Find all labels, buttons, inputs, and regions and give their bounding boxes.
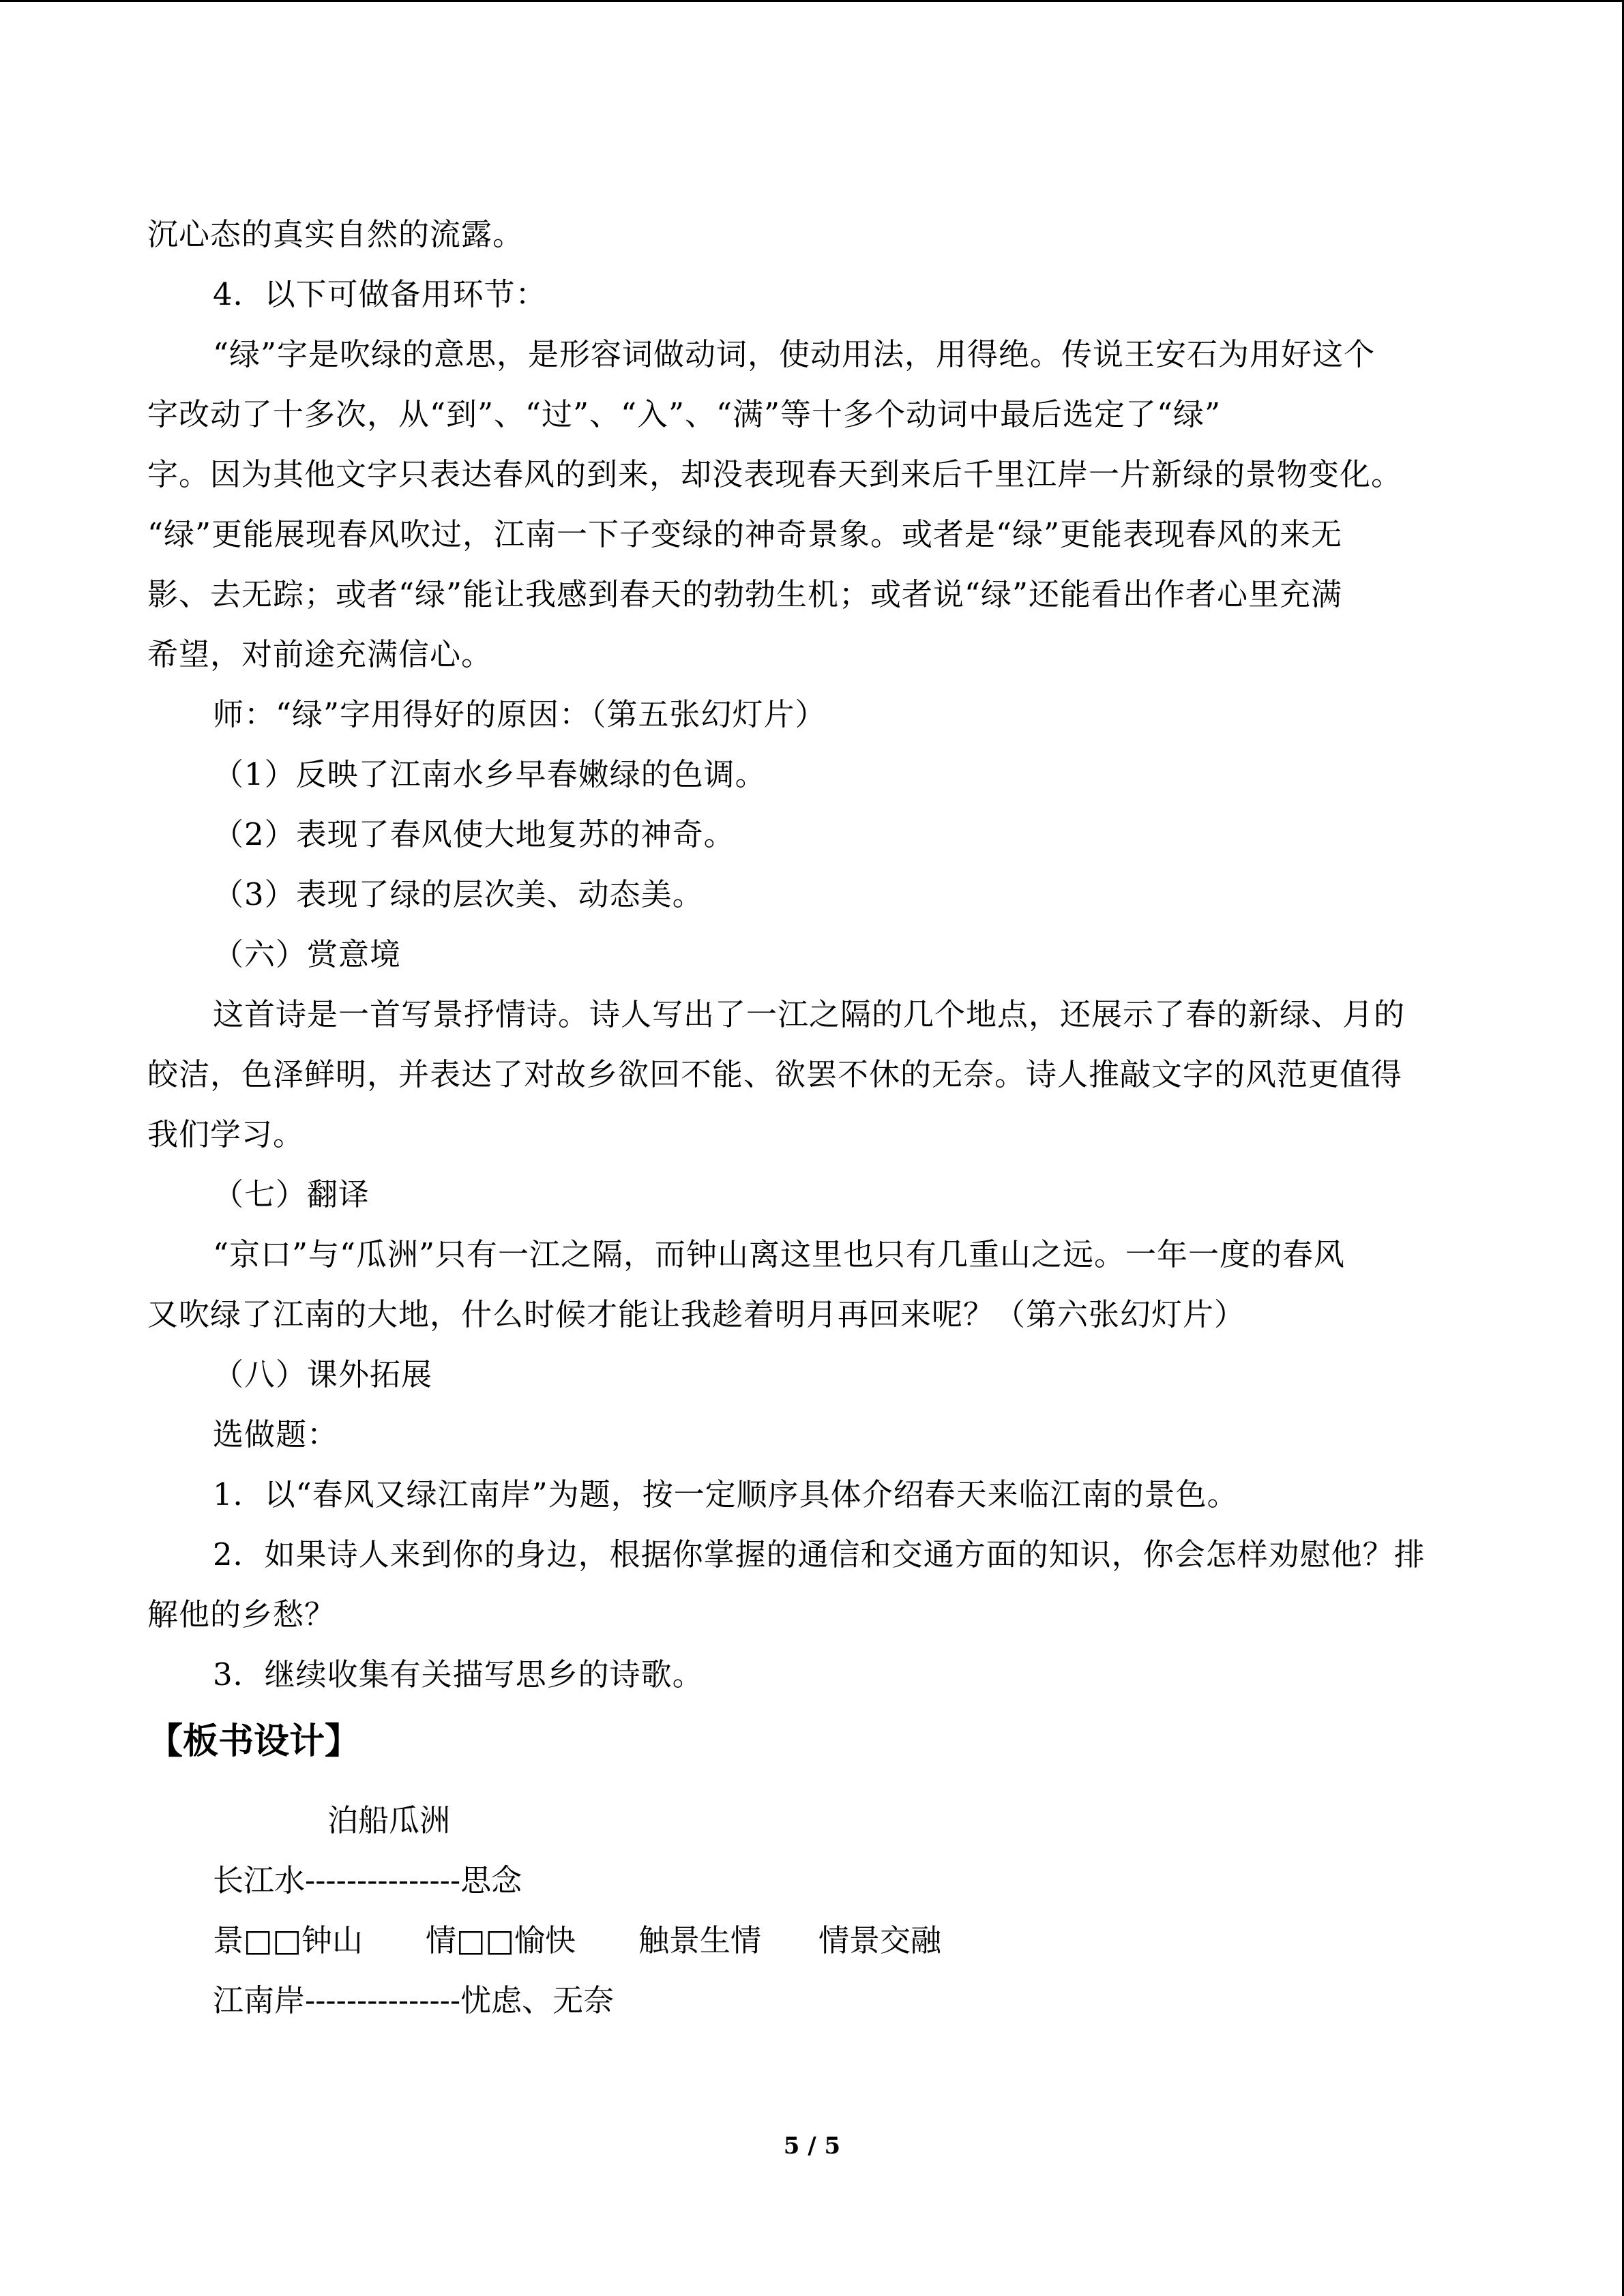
body-line: 1．以“春风又绿江南岸”为题，按一定顺序具体介绍春天来临江南的景色。 — [213, 1476, 1239, 1512]
board-row: 江南岸---------------忧虑、无奈 — [213, 1982, 615, 2018]
body-line: “绿”字是吹绿的意思，是形容词做动词，使动用法，用得绝。传说王安石为用好这个 — [213, 336, 1376, 372]
body-line: 选做题： — [213, 1416, 339, 1452]
board-row: 长江水---------------思念 — [213, 1862, 522, 1898]
body-line: 解他的乡愁？ — [147, 1596, 336, 1632]
board-cell: 情景交融 — [818, 1922, 942, 1958]
body-line: “京口”与“瓜洲”只有一江之隔，而钟山离这里也只有几重山之远。一年一度的春风 — [213, 1236, 1346, 1272]
page-number: 5 / 5 — [783, 2132, 841, 2160]
body-line: （1）反映了江南水乡早春嫩绿的色调。 — [213, 756, 767, 792]
body-line: 我们学习。 — [147, 1116, 305, 1152]
body-line: 2．如果诗人来到你的身边，根据你掌握的通信和交通方面的知识，你会怎样劝慰他？排 — [213, 1536, 1426, 1572]
body-line: 又吹绿了江南的大地，什么时候才能让我趁着明月再回来呢？（第六张幻灯片） — [147, 1296, 1246, 1332]
body-line: 3．继续收集有关描写思乡的诗歌。 — [213, 1656, 704, 1693]
board-cell: 情□□愉快 — [426, 1922, 576, 1958]
body-line: 师：“绿”字用得好的原因：（第五张幻灯片） — [213, 696, 827, 732]
body-line: 沉心态的真实自然的流露。 — [147, 216, 525, 252]
board-title: 泊船瓜洲 — [327, 1802, 451, 1838]
section-heading: （六）赏意境 — [213, 936, 402, 972]
section-heading: （七）翻译 — [213, 1176, 370, 1212]
body-line: （3）表现了绿的层次美、动态美。 — [213, 876, 704, 912]
body-line: 皎洁，色泽鲜明，并表达了对故乡欲回不能、欲罢不休的无奈。诗人推敲文字的风范更值得 — [147, 1056, 1403, 1092]
body-line: 影、去无踪；或者“绿”能让我感到春天的勃勃生机；或者说“绿”还能看出作者心里充满 — [147, 576, 1343, 612]
body-line: 希望，对前途充满信心。 — [147, 636, 493, 672]
body-line: 字。因为其他文字只表达春风的到来，却没表现春天到来后千里江岸一片新绿的景物变化。 — [147, 456, 1403, 492]
board-cell: 触景生情 — [638, 1922, 762, 1958]
body-line: “绿”更能展现春风吹过，江南一下子变绿的神奇景象。或者是“绿”更能表现春风的来无 — [147, 516, 1343, 552]
board-cell: 景□□钟山 — [213, 1922, 364, 1958]
body-line: 4．以下可做备用环节： — [213, 276, 547, 312]
body-line: 这首诗是一首写景抒情诗。诗人写出了一江之隔的几个地点，还展示了春的新绿、月的 — [213, 996, 1406, 1032]
body-line: 字改动了十多次，从“到”、“过”、“入”、“满”等十多个动词中最后选定了“绿” — [147, 396, 1222, 432]
body-line: （2）表现了春风使大地复苏的神奇。 — [213, 816, 735, 852]
board-design-heading: 【板书设计】 — [147, 1721, 361, 1762]
section-heading: （八）课外拓展 — [213, 1356, 433, 1392]
